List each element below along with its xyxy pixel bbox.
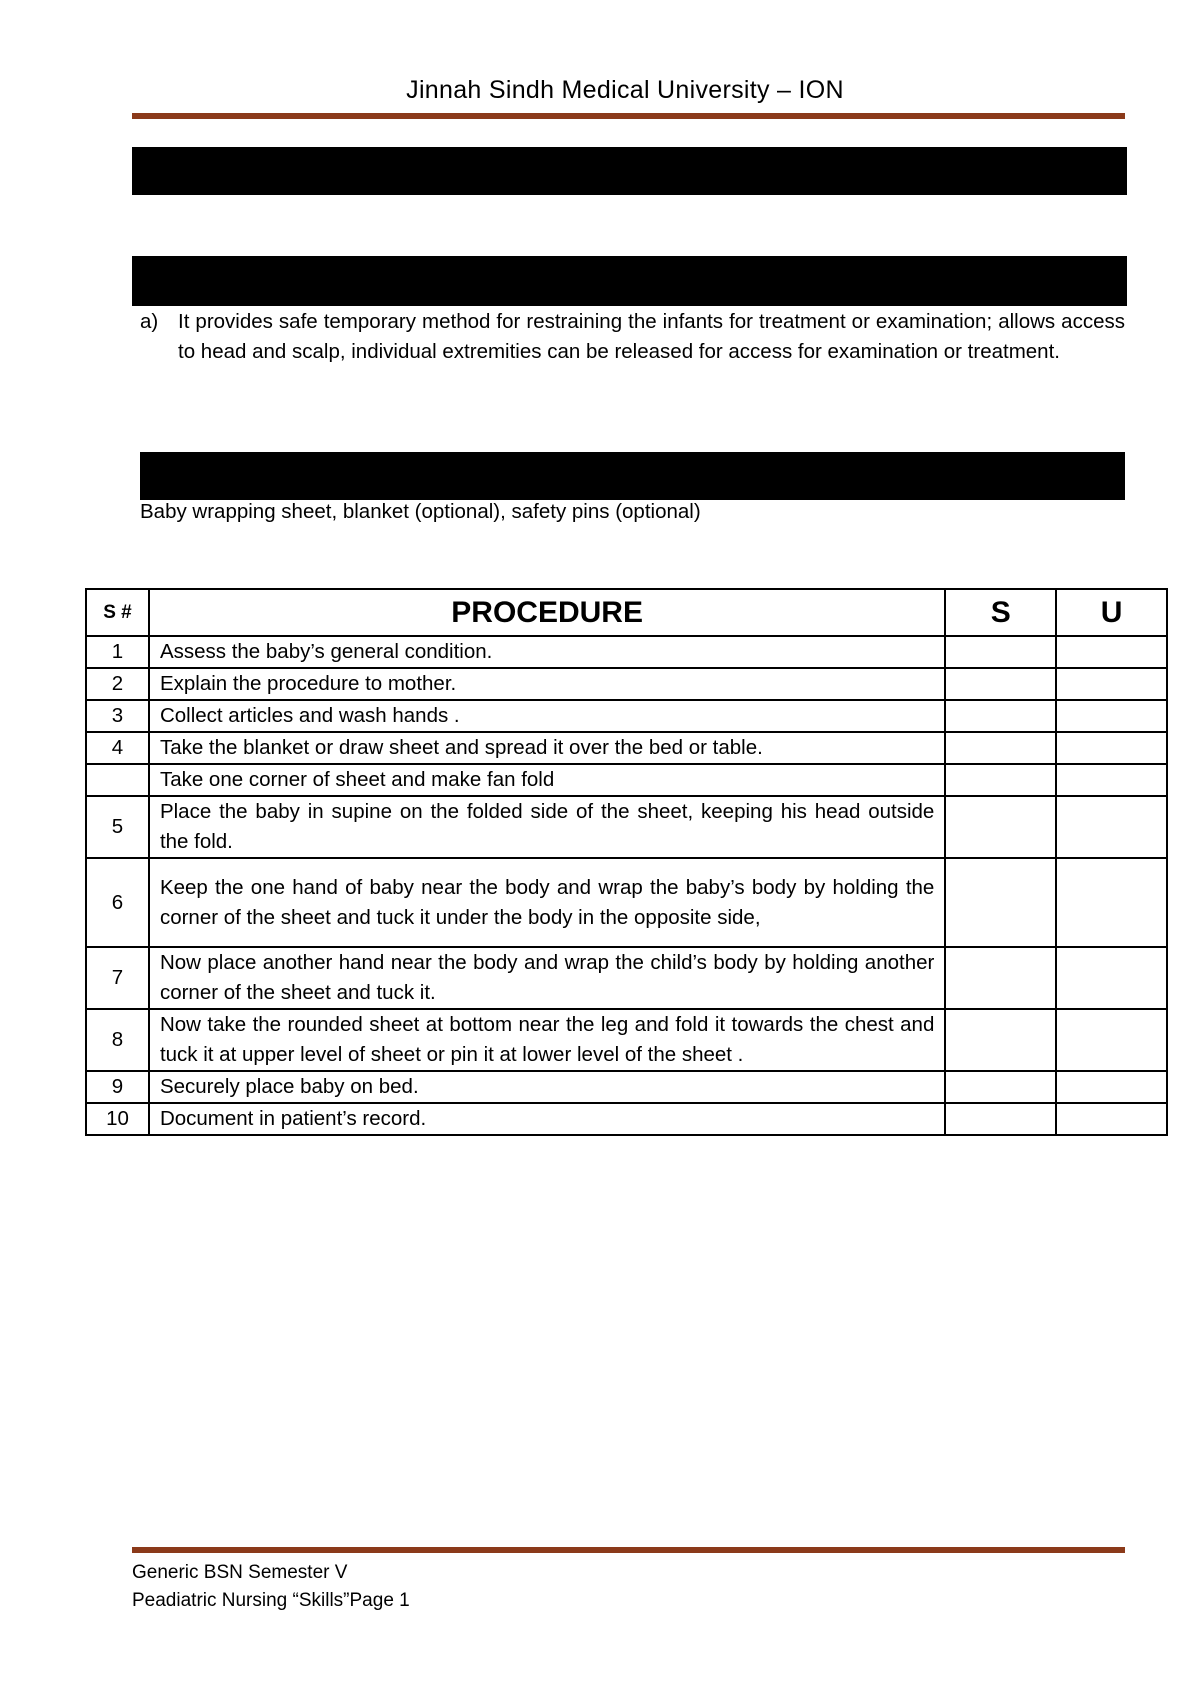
unsatisfactory-cell[interactable]: [1056, 1103, 1167, 1135]
step-number: 3: [86, 700, 149, 732]
table-row: [86, 1009, 1167, 1071]
column-header-procedure: PROCEDURE: [149, 589, 945, 636]
step-number: 4: [86, 732, 149, 764]
satisfactory-cell[interactable]: [945, 858, 1056, 947]
step-text: Assess the baby’s general condition.: [149, 636, 945, 668]
table-row: [86, 700, 1167, 732]
step-text: Securely place baby on bed.: [149, 1071, 945, 1103]
table-row: [86, 796, 1167, 858]
page-header-title: Jinnah Sindh Medical University – ION: [406, 76, 844, 104]
table-row: [86, 947, 1167, 1009]
table-row: [86, 1103, 1167, 1135]
satisfactory-cell[interactable]: [945, 1071, 1056, 1103]
step-text: Document in patient’s record.: [149, 1103, 945, 1135]
satisfactory-cell[interactable]: [945, 732, 1056, 764]
satisfactory-cell[interactable]: [945, 700, 1056, 732]
unsatisfactory-cell[interactable]: [1056, 668, 1167, 700]
list-marker: a): [140, 310, 159, 333]
purpose-text: It provides safe temporary method for restraining the infants for treatment or examination; allows access to head and scalp, individual extremities can be released for access for examination or treatment.: [178, 310, 1125, 363]
unsatisfactory-cell[interactable]: [1056, 732, 1167, 764]
table-row: [86, 668, 1167, 700]
purpose-list: [140, 307, 1125, 367]
step-text: Collect articles and wash hands .: [149, 700, 945, 732]
step-number: 8: [86, 1009, 149, 1071]
unsatisfactory-cell[interactable]: [1056, 1009, 1167, 1071]
step-number: 6: [86, 858, 149, 947]
step-text: Take the blanket or draw sheet and spread it over the bed or table.: [149, 732, 945, 764]
articles-text: Baby wrapping sheet, blanket (optional), safety pins (optional): [140, 500, 701, 523]
table-row: [86, 732, 1167, 764]
redacted-title-bar: [132, 147, 1127, 195]
step-text: Take one corner of sheet and make fan fold: [149, 764, 945, 796]
table-row: [86, 636, 1167, 668]
unsatisfactory-cell[interactable]: [1056, 947, 1167, 1009]
satisfactory-cell[interactable]: [945, 764, 1056, 796]
header-rule: [132, 113, 1125, 119]
step-text: Now place another hand near the body and wrap the child’s body by holding another corner of the sheet and tuck it.: [149, 947, 945, 1009]
satisfactory-cell[interactable]: [945, 947, 1056, 1009]
table-row: [86, 858, 1167, 947]
step-number: 2: [86, 668, 149, 700]
step-number: [86, 764, 149, 796]
redacted-heading-bar: [140, 452, 1125, 500]
footer-rule: [132, 1547, 1125, 1553]
unsatisfactory-cell[interactable]: [1056, 858, 1167, 947]
step-number: 10: [86, 1103, 149, 1135]
table-row: [86, 1071, 1167, 1103]
satisfactory-cell[interactable]: [945, 668, 1056, 700]
unsatisfactory-cell[interactable]: [1056, 636, 1167, 668]
step-number: 1: [86, 636, 149, 668]
column-header-satisfactory: S: [945, 589, 1056, 636]
step-text: Place the baby in supine on the folded side of the sheet, keeping his head outside the fold.: [149, 796, 945, 858]
unsatisfactory-cell[interactable]: [1056, 1071, 1167, 1103]
step-text: Explain the procedure to mother.: [149, 668, 945, 700]
column-header-unsatisfactory: U: [1056, 589, 1167, 636]
satisfactory-cell[interactable]: [945, 1103, 1056, 1135]
footer-semester: Generic BSN Semester V: [132, 1562, 348, 1583]
step-number: 5: [86, 796, 149, 858]
column-header-number: S #: [86, 589, 149, 636]
procedure-table: [85, 588, 1168, 1136]
step-text: Keep the one hand of baby near the body and wrap the baby’s body by holding the corner of the sheet and tuck it under the body in the opposite side,: [149, 858, 945, 947]
satisfactory-cell[interactable]: [945, 636, 1056, 668]
step-text: Now take the rounded sheet at bottom near the leg and fold it towards the chest and tuck it at upper level of sheet or pin it at lower level of the sheet .: [149, 1009, 945, 1071]
unsatisfactory-cell[interactable]: [1056, 700, 1167, 732]
table-header-row: [86, 589, 1167, 636]
footer-course-page: Peadiatric Nursing “Skills”Page 1: [132, 1590, 410, 1611]
unsatisfactory-cell[interactable]: [1056, 796, 1167, 858]
table-row: [86, 764, 1167, 796]
unsatisfactory-cell[interactable]: [1056, 764, 1167, 796]
satisfactory-cell[interactable]: [945, 1009, 1056, 1071]
step-number: 7: [86, 947, 149, 1009]
satisfactory-cell[interactable]: [945, 796, 1056, 858]
step-number: 9: [86, 1071, 149, 1103]
redacted-heading-bar: [132, 256, 1127, 306]
